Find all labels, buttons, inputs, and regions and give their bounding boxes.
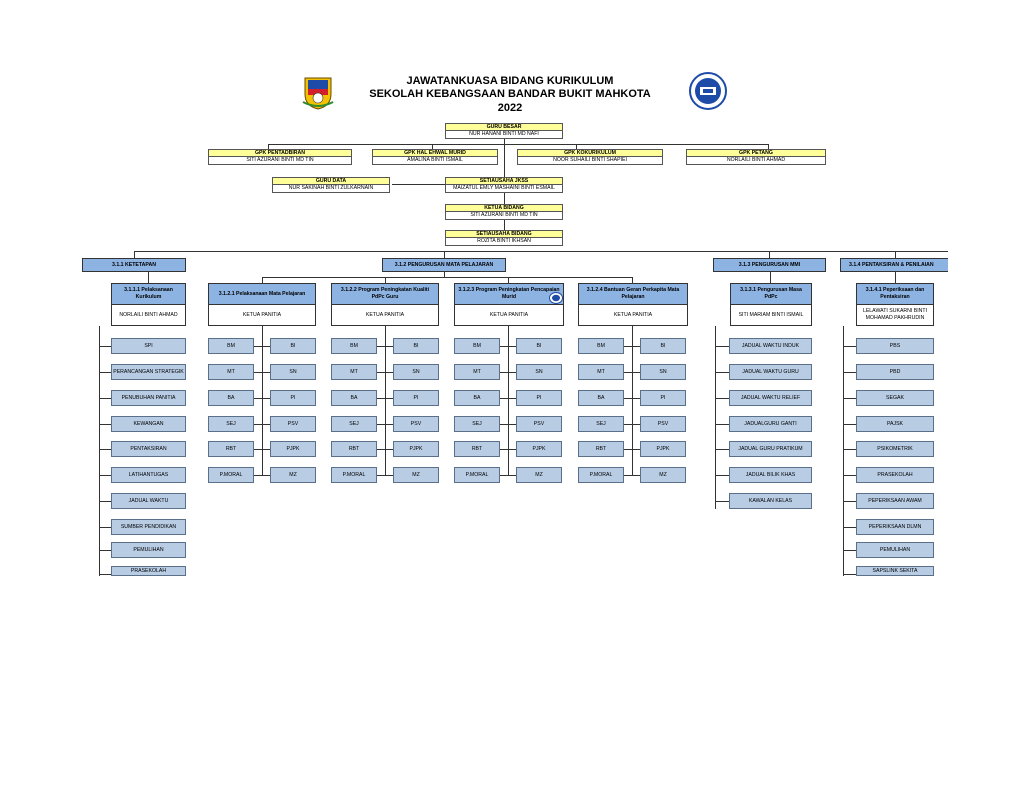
subject-box: RBT [578, 441, 624, 457]
ketetapan-item: SPI [111, 338, 186, 354]
pentaksiran-item: PSIKOMETRIK [856, 441, 934, 457]
subject-box: BM [454, 338, 500, 354]
subject-box: PJPK [640, 441, 686, 457]
subject-box: PSV [516, 416, 562, 432]
subject-box: RBT [331, 441, 377, 457]
ketetapan-item: JADUAL WAKTU [111, 493, 186, 509]
subject-box: PI [640, 390, 686, 406]
subject-box: PSV [640, 416, 686, 432]
branch-ketetapan: 3.1.1 KETETAPAN [82, 258, 186, 272]
subject-box: RBT [454, 441, 500, 457]
card-pelaksanaan-mata-pelajaran: 3.1.2.1 Pelaksanaan Mata Pelajaran KETUA PANITIA [208, 283, 316, 326]
mmi-item: JADUAL WAKTU GURU [729, 364, 812, 380]
pentaksiran-item: PBS [856, 338, 934, 354]
pentaksiran-item: PAJSK [856, 416, 934, 432]
pentaksiran-item: PBD [856, 364, 934, 380]
subject-box: PI [516, 390, 562, 406]
subject-box: SN [393, 364, 439, 380]
subject-box: BM [578, 338, 624, 354]
subject-box: SEJ [208, 416, 254, 432]
subject-box: PI [270, 390, 316, 406]
gpk-kokurikulum-box: GPK KOKURIKULUM NOOR SUHAILI BINTI SHAPIEI [517, 149, 663, 165]
subject-box: SN [270, 364, 316, 380]
mmi-item: JADUALGURU GANTI [729, 416, 812, 432]
pentaksiran-item: PRASEKOLAH [856, 467, 934, 483]
subject-box: PSV [393, 416, 439, 432]
subject-box: PJPK [516, 441, 562, 457]
subject-box: MT [578, 364, 624, 380]
subject-box: MZ [516, 467, 562, 483]
gpk-hem-box: GPK HAL EHWAL MURID AMALINA BINTI ISMAIL [372, 149, 498, 165]
subject-box: RBT [208, 441, 254, 457]
subject-box: SN [516, 364, 562, 380]
subject-box: SN [640, 364, 686, 380]
card-peningkatan-kualiti-pdpc: 3.1.2.2 Program Peningkatan Kualiti PdPc Guru KETUA PANITIA [331, 283, 439, 326]
card-peningkatan-pencapaian-murid: 3.1.2.3 Program Peningkatan Pencapaian Murid KETUA PANITIA [454, 283, 564, 326]
guru-besar-box: GURU BESAR NUR HANANI BINTI MD NAFI [445, 123, 563, 139]
small-seal-icon [549, 291, 563, 303]
pentaksiran-item: PEMULIHAN [856, 542, 934, 558]
gpk-pentadbiran-box: GPK PENTADBIRAN SITI AZURANI BINTI MD TIN [208, 149, 352, 165]
mmi-item: JADUAL GURU PRATIKUM [729, 441, 812, 457]
subject-box: MT [208, 364, 254, 380]
mmi-item: JADUAL WAKTU RELIEF [729, 390, 812, 406]
subject-box: BA [331, 390, 377, 406]
ketetapan-item: PENTAKSIRAN [111, 441, 186, 457]
subject-box: BM [331, 338, 377, 354]
ketetapan-item: PERANCANGAN STRATEGIK [111, 364, 186, 380]
guru-data-box: GURU DATA NUR SAKINAH BINTI ZULKARNAIN [272, 177, 390, 193]
subject-box: BI [640, 338, 686, 354]
subject-box: P.MORAL [208, 467, 254, 483]
subject-box: PJPK [393, 441, 439, 457]
page-title-year: 2022 [497, 102, 523, 114]
card-bantuan-geran-perkapita: 3.1.2.4 Bantuan Geran Perkapita Mata Pelajaran KETUA PANITIA [578, 283, 688, 326]
subject-box: P.MORAL [331, 467, 377, 483]
subject-box: BM [208, 338, 254, 354]
subject-box: BI [270, 338, 316, 354]
card-pengurusan-masa-pdpc: 3.1.3.1 Pengurusan Masa PdPc SITI MARIAM BINTI ISMAIL [730, 283, 812, 326]
page-title-line1: JAWATANKUASA BIDANG KURIKULUM [406, 75, 614, 87]
subject-box: SEJ [331, 416, 377, 432]
subject-box: MZ [393, 467, 439, 483]
pentaksiran-item: SEGAK [856, 390, 934, 406]
branch-pentaksiran-penilaian: 3.1.4 PENTAKSIRAN & PENILAIAN [840, 258, 948, 272]
mmi-item: JADUAL BILIK KHAS [729, 467, 812, 483]
pentaksiran-item: SAPSLINK SEKITA [856, 566, 934, 576]
subject-box: SEJ [578, 416, 624, 432]
pentaksiran-item: PEPERIKSAAN DLMN [856, 519, 934, 535]
subject-box: BA [578, 390, 624, 406]
setiausaha-bidang-box: SETIAUSAHA BIDANG ROZITA BINTI IKHSAN [445, 230, 563, 246]
subject-box: BI [516, 338, 562, 354]
card-pelaksanaan-kurikulum: 3.1.1.1 Pelaksanaan Kurikulum NORLAILI BINTI AHMAD [111, 283, 186, 326]
subject-box: BA [208, 390, 254, 406]
ketetapan-item: SUMBER PENDIDIKAN [111, 519, 186, 535]
subject-box: MT [331, 364, 377, 380]
ketetapan-item: PEMULIHAN [111, 542, 186, 558]
subject-box: MZ [270, 467, 316, 483]
pentaksiran-item: PEPERIKSAAN AWAM [856, 493, 934, 509]
subject-box: MT [454, 364, 500, 380]
ketetapan-item: KEWANGAN [111, 416, 186, 432]
ppd-seal-logo [689, 72, 727, 110]
ketetapan-item: PENUBUHAN PANITIA [111, 390, 186, 406]
mmi-item: JADUAL WAKTU INDUK [729, 338, 812, 354]
subject-box: P.MORAL [454, 467, 500, 483]
branch-pengurusan-mata-pelajaran: 3.1.2 PENGURUSAN MATA PELAJARAN [382, 258, 506, 272]
ketua-bidang-box: KETUA BIDANG SITI AZURANI BINTI MD TIN [445, 204, 563, 220]
setiausaha-jkss-box: SETIAUSAHA JKSS MAIZATUL EMLY MASHAINI BINTI ESMAIL [445, 177, 563, 193]
ketetapan-item: LATIHANTUGAS [111, 467, 186, 483]
card-peperiksaan-pentaksiran: 3.1.4.1 Peperiksaan dan Pentaksiran LELAWATI SUKARNI BINTI MOHAMAD PAKHRUDIN [856, 283, 934, 326]
mmi-item: KAWALAN KELAS [729, 493, 812, 509]
subject-box: PJPK [270, 441, 316, 457]
ketetapan-item: PRASEKOLAH [111, 566, 186, 576]
subject-box: BA [454, 390, 500, 406]
gpk-petang-box: GPK PETANG NORLAILI BINTI AHMAD [686, 149, 826, 165]
subject-box: PSV [270, 416, 316, 432]
branch-pengurusan-mmi: 3.1.3 PENGURUSAN MMI [713, 258, 826, 272]
page-title-line2: SEKOLAH KEBANGSAAN BANDAR BUKIT MAHKOTA [369, 88, 651, 100]
subject-box: P.MORAL [578, 467, 624, 483]
subject-box: SEJ [454, 416, 500, 432]
subject-box: BI [393, 338, 439, 354]
subject-box: MZ [640, 467, 686, 483]
subject-box: PI [393, 390, 439, 406]
